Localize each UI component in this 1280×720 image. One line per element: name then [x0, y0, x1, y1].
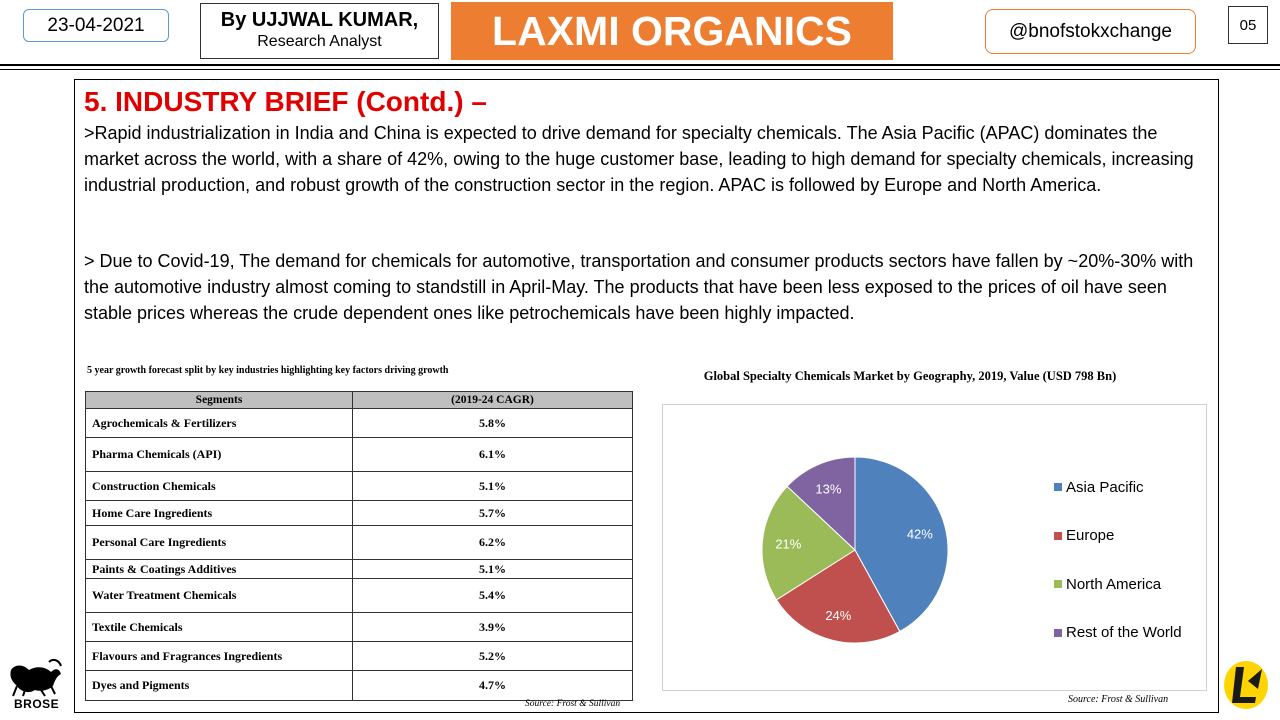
segment-cell: Agrochemicals & Fertilizers [86, 409, 353, 438]
section-title: 5. INDUSTRY BRIEF (Contd.) – [84, 86, 487, 117]
legend-swatch [1054, 483, 1062, 491]
segment-cell: Paints & Coatings Additives [86, 560, 353, 579]
pie-data-label: 21% [775, 536, 802, 552]
author-box [200, 3, 439, 59]
growth-table [85, 391, 633, 701]
table-row [86, 613, 633, 642]
table-header-cagr: (2019-24 CAGR) [353, 392, 633, 409]
table-title: 5 year growth forecast split by key industries highlighting key factors driving growth [87, 365, 449, 376]
legend-label: North America [1066, 575, 1162, 593]
segment-cell: Home Care Ingredients [86, 501, 353, 526]
table-row [86, 409, 633, 438]
cagr-cell: 5.2% [353, 642, 633, 671]
paragraph-covid: > Due to Covid-19, The demand for chemicals for automotive, transportation and consumer products sectors have fallen by ~20%-30% with the automotive industry almost coming to standstill in April-May. The products that have been less exposed to the prices of oil have seen stable prices whereas the crude dependent ones like petrochemicals have been highly impacted. [84, 251, 1194, 323]
brose-logo-text: BROSE [14, 697, 60, 711]
pie-data-label: 42% [906, 526, 933, 542]
cagr-cell: 6.2% [353, 526, 633, 560]
legend-label: Asia Pacific [1066, 478, 1144, 496]
chart-source: Source: Frost & Sullivan [1068, 694, 1169, 705]
table-row [86, 671, 633, 701]
date-label: 23-04-2021 [23, 9, 169, 42]
legend-swatch [1054, 629, 1062, 637]
table-source: Source: Frost & Sullivan [525, 699, 621, 709]
segment-cell: Pharma Chemicals (API) [86, 438, 353, 472]
cagr-cell: 5.8% [353, 409, 633, 438]
legend-swatch [1054, 580, 1062, 588]
table-row [86, 579, 633, 613]
segment-cell: Construction Chemicals [86, 472, 353, 501]
pie-chart [662, 404, 1052, 691]
cagr-cell: 4.7% [353, 671, 633, 701]
pie-data-label: 13% [815, 481, 842, 497]
chart-title: Global Specialty Chemicals Market by Geography, 2019, Value (USD 798 Bn) [703, 369, 1117, 383]
table-header-row [86, 392, 633, 409]
legend-swatch [1054, 532, 1062, 540]
pie-data-label: 24% [825, 607, 852, 623]
cagr-cell: 5.7% [353, 501, 633, 526]
table-row [86, 526, 633, 560]
segment-cell: Water Treatment Chemicals [86, 579, 353, 613]
table-row [86, 560, 633, 579]
table-row [86, 438, 633, 472]
company-title: LAXMI ORGANICS [451, 2, 893, 60]
cagr-cell: 5.1% [353, 560, 633, 579]
header-divider-bottom [0, 69, 1280, 70]
cagr-cell: 5.1% [353, 472, 633, 501]
legend-label: Rest of the World [1066, 624, 1182, 642]
legend-item [1054, 512, 1182, 561]
legend-item [1054, 560, 1182, 609]
segment-cell: Textile Chemicals [86, 613, 353, 642]
segment-cell: Personal Care Ingredients [86, 526, 353, 560]
page-number: 05 [1228, 6, 1268, 44]
table-row [86, 501, 633, 526]
paragraph-apac: >Rapid industrialization in India and China is expected to drive demand for specialty chemicals. The Asia Pacific (APAC) dominates the market across the world, with a share of 42%, owing to the huge customer base, leading to high demand for specialty chemicals, increasing industrial production, and robust growth of the construction sector in the region. APAC is followed by Europe and North America. [84, 123, 1194, 195]
table-row [86, 472, 633, 501]
legend-item [1054, 609, 1182, 658]
table-header-segments: Segments [86, 392, 353, 409]
social-handle: @bnofstokxchange [985, 9, 1196, 54]
table-row [86, 642, 633, 671]
legend-label: Europe [1066, 527, 1115, 545]
segment-cell: Flavours and Fragrances Ingredients [86, 642, 353, 671]
legend-item [1054, 463, 1182, 512]
cagr-cell: 5.4% [353, 579, 633, 613]
segment-cell: Dyes and Pigments [86, 671, 353, 701]
cagr-cell: 6.1% [353, 438, 633, 472]
cagr-cell: 3.9% [353, 613, 633, 642]
chart-legend [1054, 463, 1182, 657]
header-divider-top [0, 64, 1280, 66]
author-name: By UJJWAL KUMAR, [220, 9, 419, 31]
author-role: Research Analyst [257, 33, 382, 50]
company-logo-icon [1222, 655, 1270, 713]
